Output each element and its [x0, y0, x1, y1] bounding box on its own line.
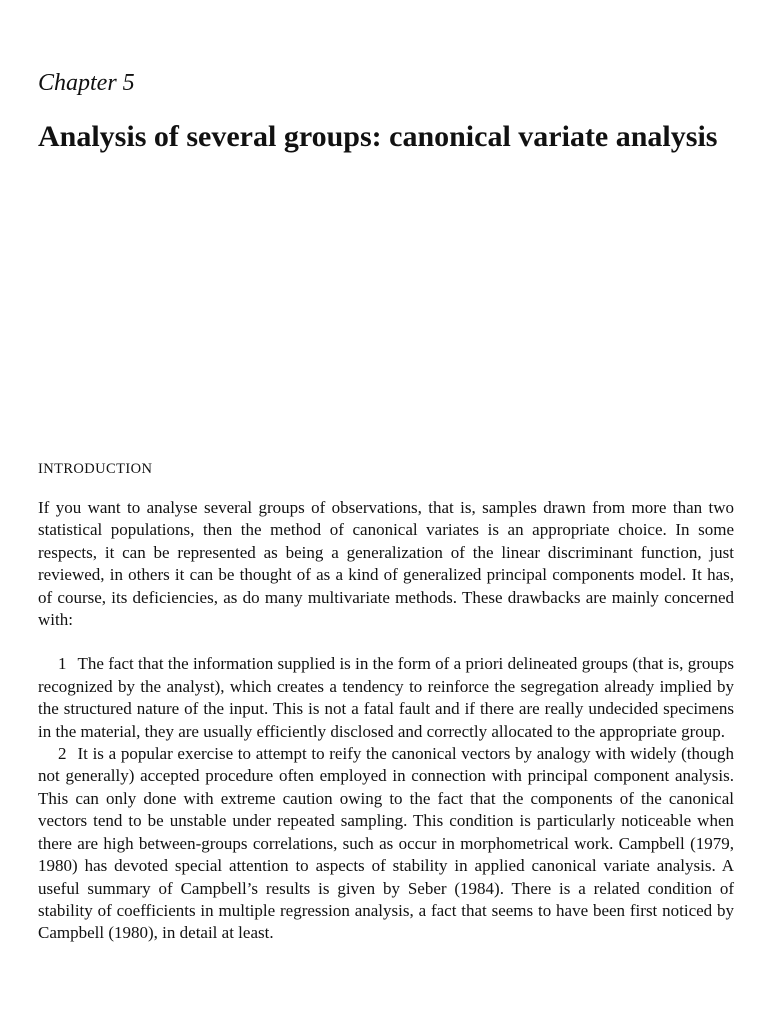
chapter-label: Chapter 5	[38, 70, 135, 96]
intro-paragraph: If you want to analyse several groups of observations, that is, samples drawn from more than two statistical populations, then the method of canonical variates is an appropriate choice. In some respects, it can be represented as being a generalization of the linear discriminant function, just reviewed, in others it can be thought of as a kind of generalized principal components model. It has, of course, its deficiencies, as do many multivariate methods. These drawbacks are mainly concerned with:	[38, 498, 734, 630]
section-body	[38, 497, 734, 945]
list-item-2	[38, 743, 734, 945]
chapter-title: Analysis of several groups: canonical variate analysis	[38, 120, 718, 153]
list-item-text: The fact that the information supplied is in the form of a priori delineated groups (that is, groups recognized by the analyst), which creates a tendency to reinforce the segregation already implied by the structured nature of the input. This is not a fatal fault and if there are really undecided specimens in the material, they are usually efficiently disclosed and correctly allocated to the appropriate group.	[38, 654, 734, 741]
list-item-number: 1	[58, 654, 67, 674]
list-item-number: 2	[58, 744, 67, 764]
list-item-1	[38, 653, 734, 743]
section-heading-introduction: INTRODUCTION	[38, 461, 153, 477]
list-item-text: It is a popular exercise to attempt to reify the canonical vectors by analogy with widely (though not generally) accepted procedure often employed in connection with principal component analysis. This can only done with extreme caution owing to the fact that the components of the canonical vectors tend to be unstable under repeated sampling. This condition is particularly noticeable when there are high between-groups correlations, such as occur in morphometrical work. Campbell (1979, 1980) has devoted special attention to aspects of stability in applied canonical variate analysis. A useful summary of Campbell’s results is given by Seber (1984). There is a related condition of stability of coefficients in multiple regression analysis, a fact that seems to have been first noticed by Campbell (1980), in detail at least.	[38, 744, 734, 943]
